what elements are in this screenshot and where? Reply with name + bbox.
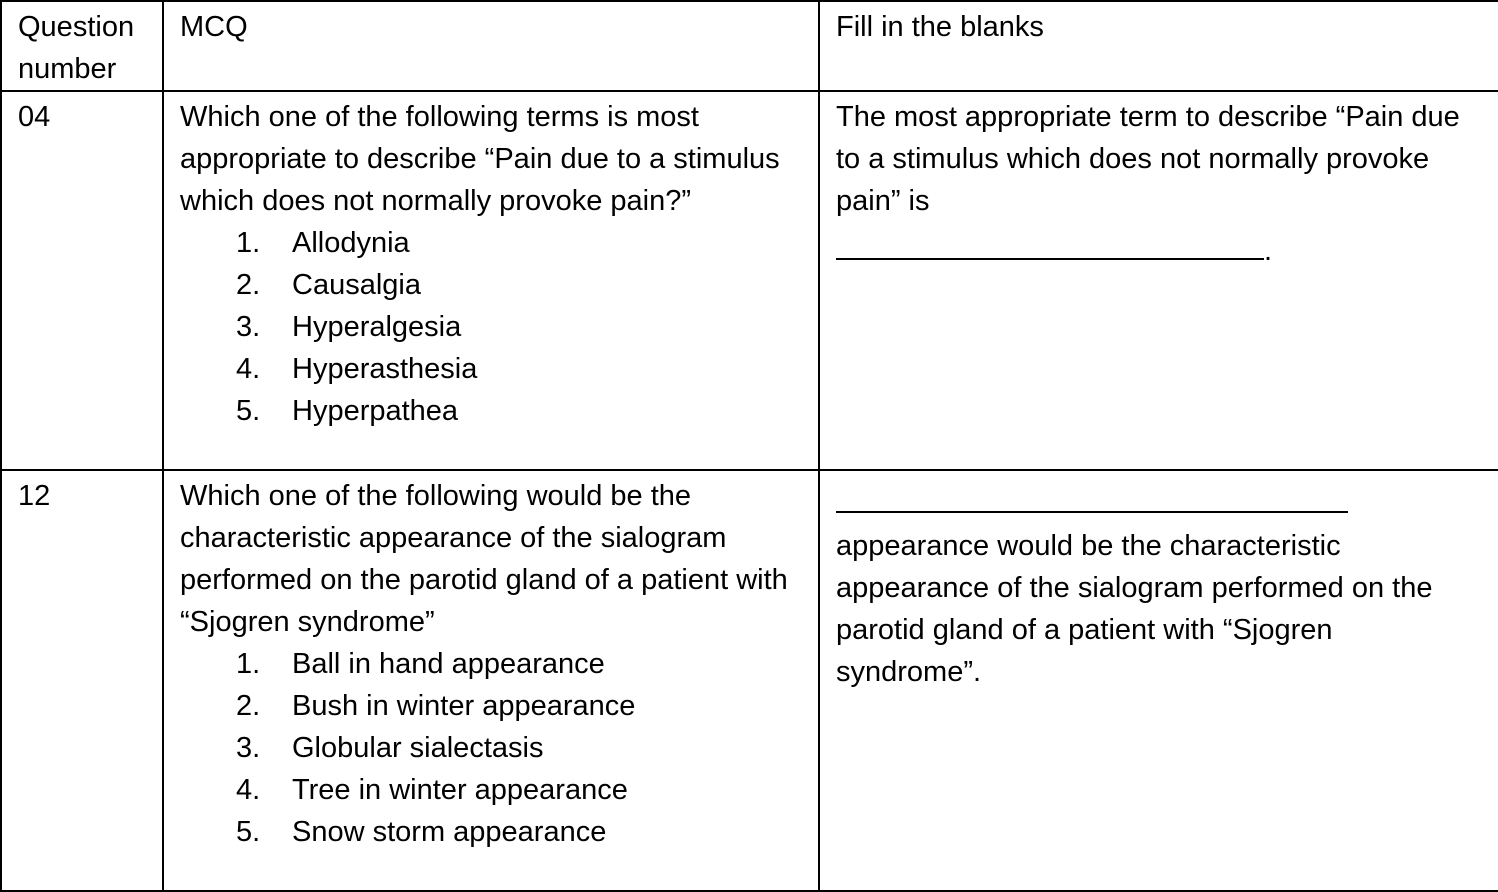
option-number: 1.	[236, 648, 261, 680]
table-row	[1, 91, 1498, 470]
mcq-option	[180, 306, 802, 348]
mcq-options	[180, 222, 802, 432]
fill-in-text: The most appropriate term to describe “Pain due to a stimulus which does not normally provoke pain” is	[836, 101, 1460, 217]
mcq-stem: Which one of the following would be the characteristic appearance of the sialogram performed on the parotid gland of a patient with “Sjogren syndrome”	[180, 480, 788, 638]
mcq-option	[180, 643, 802, 685]
option-text: Hyperpathea	[292, 395, 459, 427]
table-header-row	[1, 1, 1498, 91]
mcq-option	[180, 390, 802, 432]
mcq-option	[180, 685, 802, 727]
option-number: 2.	[236, 690, 261, 722]
option-number: 4.	[236, 774, 261, 806]
option-text: Hyperasthesia	[292, 353, 478, 385]
fill-in-text: appearance would be the characteristic appearance of the sialogram performed on the parotid gland of a patient with “Sjogren syndrome”.	[836, 530, 1433, 688]
option-text: Globular sialectasis	[292, 732, 544, 764]
option-text: Ball in hand appearance	[292, 648, 605, 680]
mcq-option	[180, 264, 802, 306]
question-number: 12	[1, 470, 163, 891]
option-number: 5.	[236, 395, 261, 427]
header-mcq: MCQ	[163, 1, 819, 91]
table-row	[1, 470, 1498, 891]
option-number: 5.	[236, 816, 261, 848]
option-number: 3.	[236, 311, 261, 343]
fill-in-blank-line	[836, 222, 1482, 272]
mcq-option	[180, 727, 802, 769]
mcq-option	[180, 348, 802, 390]
option-text: Hyperalgesia	[292, 311, 462, 343]
option-number: 1.	[236, 227, 261, 259]
mcq-stem: Which one of the following terms is most appropriate to describe “Pain due to a stimulus which does not normally provoke pain?”	[180, 101, 780, 217]
option-text: Snow storm appearance	[292, 816, 607, 848]
option-text: Causalgia	[292, 269, 421, 301]
option-number: 3.	[236, 732, 261, 764]
fill-in-suffix: .	[1264, 235, 1273, 267]
mcq-options	[180, 643, 802, 853]
answer-blank	[836, 475, 1348, 513]
option-text: Bush in winter appearance	[292, 690, 636, 722]
option-text: Tree in winter appearance	[292, 774, 628, 806]
mcq-cell	[163, 470, 819, 891]
question-number: 04	[1, 91, 163, 470]
header-question-number: Question number	[1, 1, 163, 91]
mcq-cell	[163, 91, 819, 470]
mcq-option	[180, 769, 802, 811]
option-text: Allodynia	[292, 227, 410, 259]
option-number: 2.	[236, 269, 261, 301]
fill-in-blank-line	[836, 475, 1482, 525]
fill-in-cell	[819, 91, 1498, 470]
answer-blank	[836, 222, 1264, 260]
header-fill-in-blanks: Fill in the blanks	[819, 1, 1498, 91]
fill-in-cell	[819, 470, 1498, 891]
option-number: 4.	[236, 353, 261, 385]
mcq-option	[180, 811, 802, 853]
mcq-option	[180, 222, 802, 264]
